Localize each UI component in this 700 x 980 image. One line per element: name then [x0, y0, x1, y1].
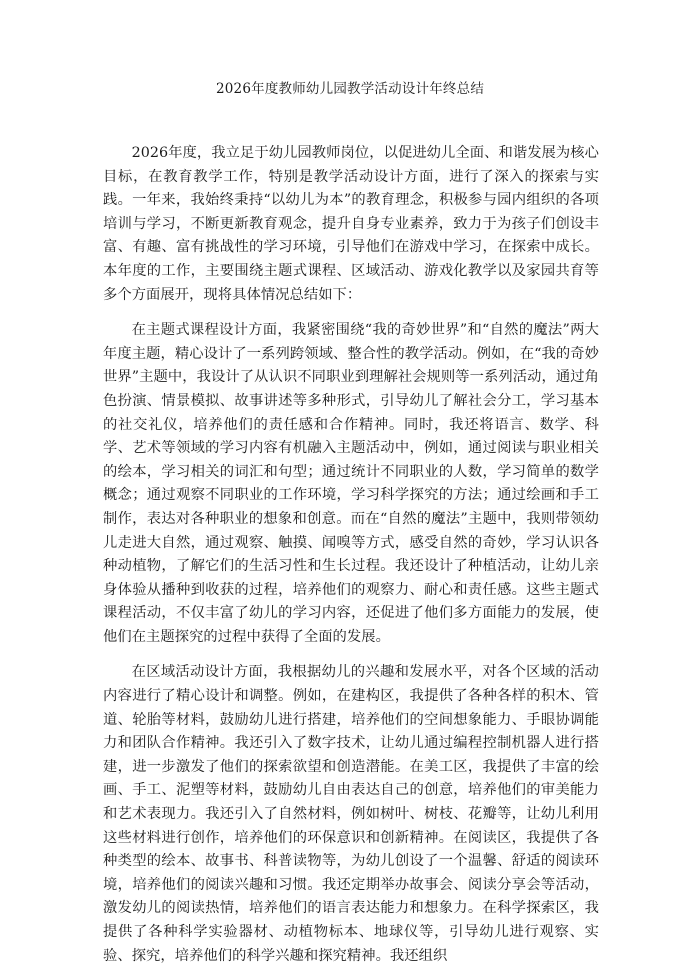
- document-title: 2026年度教师幼儿园教学活动设计年终总结: [215, 81, 485, 97]
- paragraph-thematic-curriculum: 在主题式课程设计方面，我紧密围绕“我的奇妙世界”和“自然的魔法”两大年度主题，精心设计了一系列跨领域、整合性的教学活动。例如，在“我的奇妙世界”主题中，我设计了从认识不同职业到理解社会规则等一系列活动，通过角色扮演、情景模拟、故事讲述等多种形式，引导幼儿了解社会分工，学习基本的社交礼仪，培养他们的责任感和合作精神。同时，我还将语言、数学、科学、艺术等领域的学习内容有机融入主题活动中，例如，通过阅读与职业相关的绘本，学习相关的词汇和句型；通过统计不同职业的人数，学习简单的数学概念；通过观察不同职业的工作环境，学习科学探究的方法；通过绘画和手工制作，表达对各种职业的想象和创意。而在“自然的魔法”主题中，我则带领幼儿走进大自然，通过观察、触摸、闻嗅等方式，感受自然的奇妙，学习认识各种动植物，了解它们的生活习性和生长过程。我还设计了种植活动，让幼儿亲身体验从播种到收获的过程，培养他们的观察力、耐心和责任感。这些主题式课程活动，不仅丰富了幼儿的学习内容，还促进了他们多方面能力的发展，使他们在主题探究的过程中获得了全面的发展。: [103, 322, 599, 645]
- paragraph-area-activities: 在区域活动设计方面，我根据幼儿的兴趣和发展水平，对各个区域的活动内容进行了精心设计和调整。例如，在建构区，我提供了各种各样的积木、管道、轮胎等材料，鼓励幼儿进行搭建，培养他们的空间想象能力、手眼协调能力和团队合作精神。我还引入了数字技术，让幼儿通过编程控制机器人进行搭建，进一步激发了他们的探索欲望和创造潜能。在美工区，我提供了丰富的绘画、手工、泥塑等材料，鼓励幼儿自由表达自己的创意，培养他们的审美能力和艺术表现力。我还引入了自然材料，例如树叶、树枝、花瓣等，让幼儿利用这些材料进行创作，培养他们的环保意识和创新精神。在阅读区，我提供了各种类型的绘本、故事书、科普读物等，为幼儿创设了一个温馨、舒适的阅读环境，培养他们的阅读兴趣和习惯。我还定期举办故事会、阅读分享会等活动，激发幼儿的阅读热情，培养他们的语言表达能力和想象力。在科学探索区，我提供了各种科学实验器材、动植物标本、地球仪等，引导幼儿进行观察、实验、探究，培养他们的科学兴趣和探究精神。我还组织: [103, 664, 599, 964]
- paragraph-intro: 2026年度，我立足于幼儿园教师岗位，以促进幼儿全面、和谐发展为核心目标，在教育教学工作，特别是教学活动设计方面，进行了深入的探索与实践。一年来，我始终秉持“以幼儿为本”的教育理念，积极参与园内组织的各项培训与学习，不断更新教育观念，提升自身专业素养，致力于为孩子们创设丰富、有趣、富有挑战性的学习环境，引导他们在游戏中学习，在探索中成长。本年度的工作，主要围绕主题式课程、区域活动、游戏化教学以及家园共育等多个方面展开，现将具体情况总结如下：: [103, 145, 599, 303]
- document-body: [103, 142, 599, 980]
